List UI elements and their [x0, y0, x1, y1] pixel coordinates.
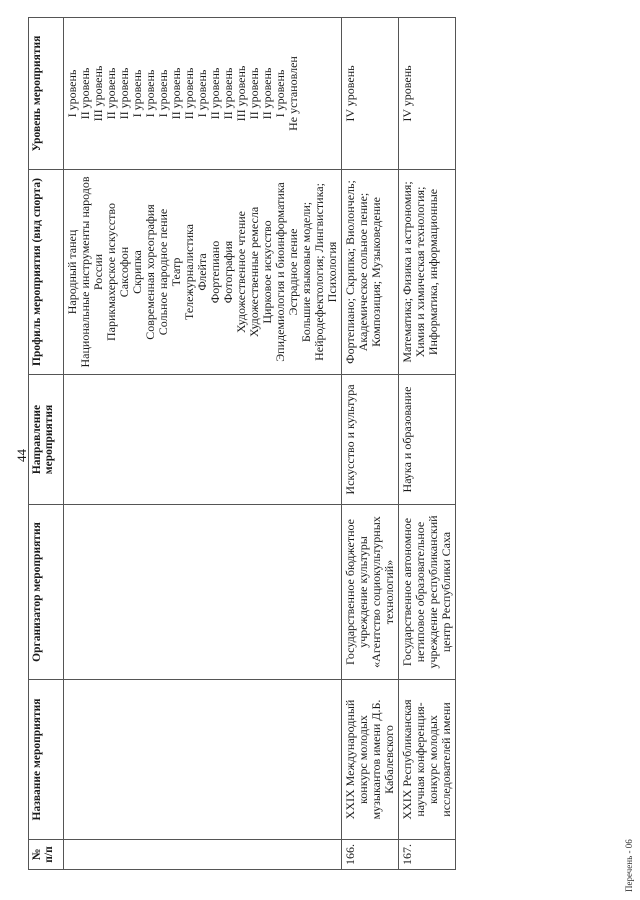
continuation-profile: Сольное народное пение [156, 208, 170, 336]
row-num: 166. [342, 840, 399, 870]
continuation-level: I уровень [156, 69, 170, 118]
continuation-profile: Саксофон [117, 246, 131, 298]
continuation-level: II уровень [117, 67, 131, 120]
continuation-profile: Фортепиано [208, 240, 222, 304]
continuation-profile: Флейта [195, 253, 209, 291]
continuation-level: II уровень [221, 67, 235, 120]
row-name: XXIX Международный конкурс молодых музыкантов имени Д.Б. Кабалевского [342, 680, 399, 840]
continuation-row [64, 18, 342, 870]
continuation-profile: Эстрадное пение [286, 228, 300, 316]
continuation-profile: Эпидемиология и биоинформатика [273, 182, 287, 362]
continuation-level: I уровень [130, 69, 144, 118]
continuation-level: I уровень [195, 69, 209, 118]
row-profile: Фортепиано; Скрипка; Виолончель; Академическое сольное пение; Композиция; Музыковедение [342, 170, 399, 375]
header-num: № п/п [29, 840, 64, 870]
continuation-profile: Фотография [221, 240, 235, 304]
row-level: IV уровень [399, 18, 456, 170]
row-organizer: Государственное бюджетное учреждение культуры «Агентство социокультурных технологий» [342, 505, 399, 680]
continuation-profile: Современная хореография [143, 204, 157, 340]
continuation-level: I уровень [143, 69, 157, 118]
row-level: IV уровень [342, 18, 399, 170]
continuation-profile: Большие языковые модели; Нейродефектология; Лингвистика; Психология [299, 183, 339, 361]
continuation-profile: Народный танец [65, 229, 79, 315]
continuation-level: II уровень [247, 67, 261, 120]
events-table [28, 17, 456, 870]
row-num: 167. [399, 840, 456, 870]
continuation-level: II уровень [182, 67, 196, 120]
row-organizer: Государственное автономное нетиповое образовательное учреждение республиканский центр Республики Саха [399, 505, 456, 680]
continuation-level: II уровень [260, 67, 274, 120]
continuation-level: II уровень [169, 67, 183, 120]
header-name: Название мероприятия [29, 680, 64, 840]
continuation-profile: Тележурналистика [182, 223, 196, 321]
page-number: 44 [14, 449, 29, 462]
footer-note: Перечень - 06 [624, 839, 634, 892]
header-direction: Направление мероприятия [29, 375, 64, 505]
continuation-level: II уровень [208, 67, 222, 120]
header-level: Уровень мероприятия [29, 18, 64, 170]
continuation-level-cell [64, 18, 342, 170]
continuation-level: II уровень [78, 67, 92, 120]
header-profile: Профиль мероприятия (вид спорта) [29, 170, 64, 375]
continuation-profile: Художественные ремесла [247, 206, 261, 338]
continuation-level: III уровень [234, 65, 248, 122]
table-row [399, 18, 456, 870]
continuation-level: Не установлен [286, 56, 300, 131]
continuation-profile: Художественное чтение [234, 211, 248, 334]
table-row [342, 18, 399, 870]
continuation-level: I уровень [65, 69, 79, 118]
continuation-level: II уровень [104, 67, 118, 120]
continuation-level: III уровень [91, 65, 105, 122]
table-header-row [29, 18, 64, 870]
continuation-profile: Национальные инструменты народов России [78, 176, 105, 368]
continuation-num [64, 840, 342, 870]
row-name: XXIX Республиканская научная конференция-конкурс молодых исследователей имени [399, 680, 456, 840]
continuation-profile: Цирковое искусство [260, 220, 274, 324]
continuation-profile: Театр [169, 257, 183, 287]
continuation-organizer [64, 505, 342, 680]
continuation-direction [64, 375, 342, 505]
continuation-profile: Парикмахерское искусство [104, 202, 118, 342]
row-profile: Математика; Физика и астрономия; Химия и химическая технология; Информатика, информационные [399, 170, 456, 375]
continuation-profile-cell [64, 170, 342, 375]
continuation-profile: Скрипка [130, 250, 144, 294]
continuation-name [64, 680, 342, 840]
row-direction: Наука и образование [399, 375, 456, 505]
header-organizer: Организатор мероприятия [29, 505, 64, 680]
continuation-level: I уровень [273, 69, 287, 118]
row-direction: Искусство и культура [342, 375, 399, 505]
